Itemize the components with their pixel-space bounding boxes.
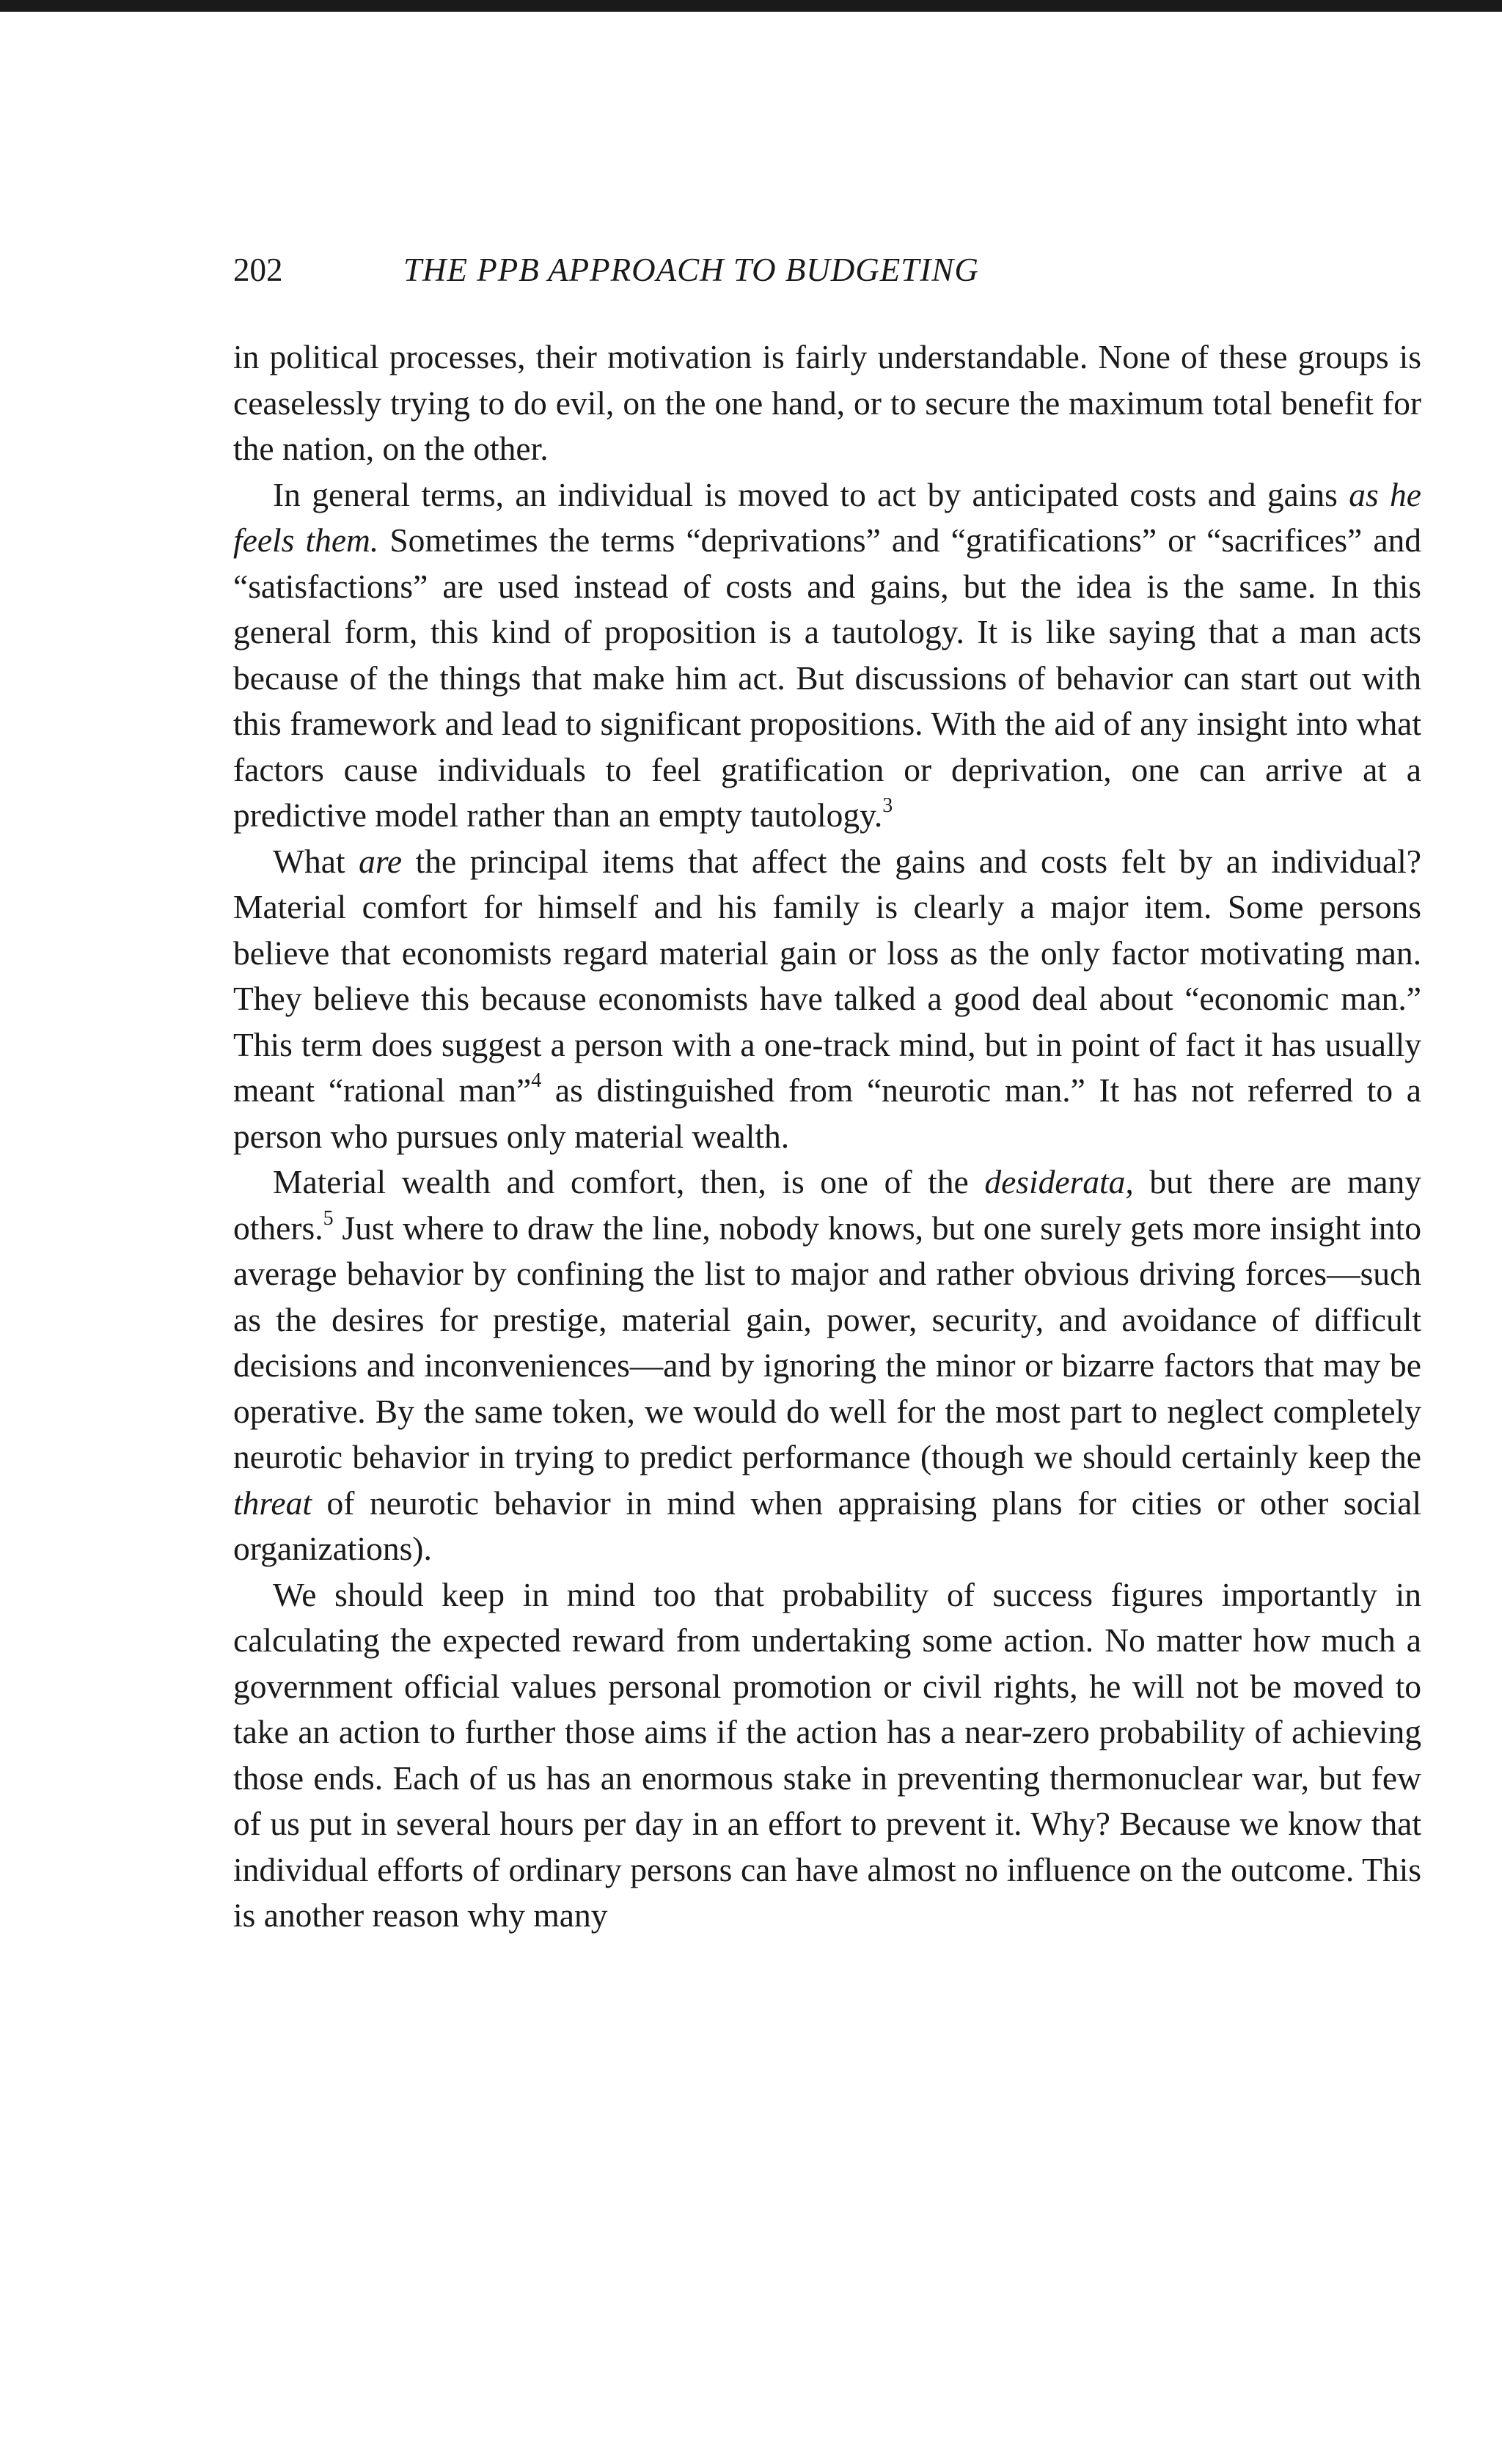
paragraph-3-text-c: as distinguished from “neurotic man.” It has not referred to a person who pursues only material wealth. [233,1071,1421,1155]
paragraph-2-emphasis: as he feels them. [233,475,1421,559]
paragraph-4-text-b: but there are many others. [233,1163,1422,1247]
paragraph-1: in political processes, their motivation is fairly understandable. None of these groups is ceaselessly trying to do evil, on the one hand, or to secure the maximum total benefit for the nation, on the other. [233,338,1421,467]
paragraph-2-text-b: Sometimes the terms “deprivations” and “gratifications” or “sacrifices” and “satisfactions” are used instead of costs and gains, but the idea is the same. In this general form, this kind of proposition is a tautology. It is like saying that a man acts because of the things that make him act. But discussions of behavior can start out with this framework and lead to significant propositions. With the aid of any insight into what factors cause individuals to feel gratification or deprivation, one can arrive at a predictive model rather than an empty tautology. [233,521,1422,834]
paragraph-2-text-a: In general terms, an individual is moved to act by anticipated costs and gains [273,475,1349,513]
paragraph-4 [233,1159,1421,1572]
body-text [233,334,1421,1939]
page-number: 202 [233,252,283,288]
footnote-marker-4: 4 [531,1069,542,1092]
paragraph-3-text-a: What [273,842,359,880]
paragraph-3 [233,839,1421,1160]
paragraph-4-emphasis: desiderata, [984,1163,1134,1200]
paragraph-5: We should keep in mind too that probability of success figures importantly in calculating the expected reward from undertaking some action. No matter how much a government official values personal promotion or civil rights, he will not be moved to take an action to further those aims if the action has a near-zero probability of achieving those ends. Each of us has an enormous stake in preventing thermonuclear war, but few of us put in several hours per day in an effort to prevent it. Why? Because we know that individual efforts of ordinary persons can have almost no influence on the outcome. This is another reason why many [233,1575,1421,1934]
paragraph-4-text-c: Just where to draw the line, nobody knows, but one surely gets more insight into average behavior by confining the list to major and rather obvious driving forces—such as the desires for prestige, material gain, power, security, and avoidance of difficult decisions and inconveniences—and by ignoring the minor or bizarre factors that may be operative. By the same token, we would do well for the most part to neglect completely neurotic behavior in trying to predict performance (though we should certainly keep the [233,1209,1421,1475]
footnote-marker-3: 3 [882,794,893,817]
paragraph-4-text-a: Material wealth and comfort, then, is one of the [273,1163,985,1200]
paragraph-4-emphasis-2: threat [233,1484,312,1522]
paragraph-2 [233,472,1421,839]
paragraph-3-text-b: the principal items that affect the gains and costs felt by an individual? Material comfort for himself and his family is clearly a major item. Some persons believe that economists regard material gain or loss as the only factor motivating man. They believe this because economists have talked a good deal about “economic man.” This term does suggest a person with a one-track mind, but in point of fact it has usually meant “rational man” [233,842,1421,1109]
top-border-rule [0,0,1502,12]
running-title: THE PPB APPROACH TO BUDGETING [403,252,979,288]
paragraph-3-emphasis: are [359,842,403,880]
footnote-marker-5: 5 [323,1206,334,1230]
paragraph-4-text-d: of neurotic behavior in mind when appraising plans for cities or other social organizations). [233,1484,1421,1567]
